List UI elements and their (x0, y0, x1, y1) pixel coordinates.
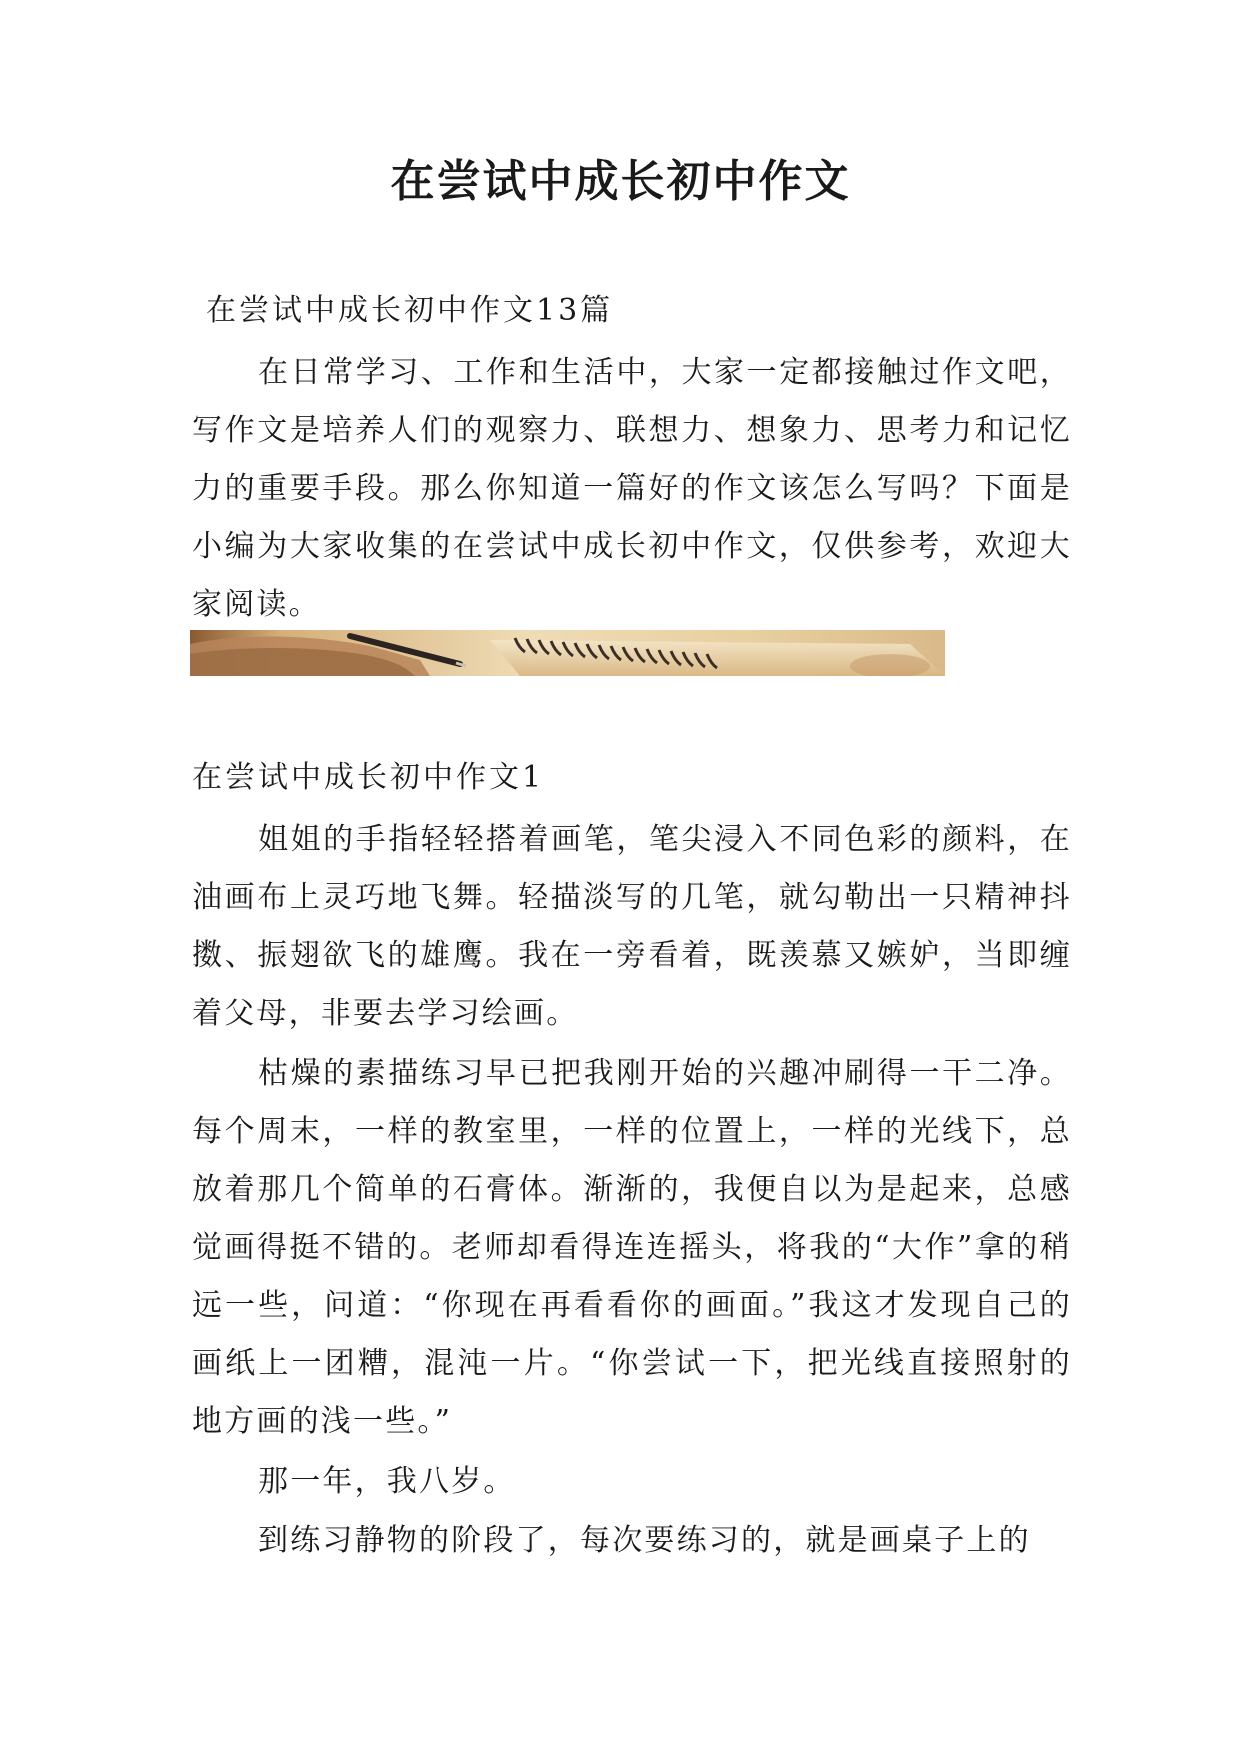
hand-writing-notebook-image (190, 630, 945, 676)
document-title: 在尝试中成长初中作文 (390, 156, 851, 207)
document-subtitle: 在尝试中成长初中作文13篇 (206, 293, 614, 328)
body-paragraph: 姐姐的手指轻轻搭着画笔，笔尖浸入不同色彩的颜料，在油画布上灵巧地飞舞。轻描淡写的几笔，就勾勒出一只精神抖擞、振翅欲飞的雄鹰。我在一旁看着，既羡慕又嫉妒，当即缠着父母，非要去学习绘画。 (192, 822, 1072, 1031)
body-paragraph: 那一年，我八岁。 (258, 1464, 516, 1499)
section-heading: 在尝试中成长初中作文1 (192, 760, 545, 795)
body-paragraph: 到练习静物的阶段了，每次要练习的，就是画桌子上的 (258, 1523, 1031, 1558)
body-paragraph: 枯燥的素描练习早已把我刚开始的兴趣冲刷得一干二净。每个周末，一样的教室里，一样的位置上，一样的光线下，总放着那几个简单的石膏体。渐渐的，我便自以为是起来，总感觉画得挺不错的。老师却看得连连摇头，将我的“大作”拿的稍远一些，问道：“你现在再看看你的画面。”我这才发现自己的画纸上一团糟，混沌一片。“你尝试一下，把光线直接照射的地方画的浅一些。” (192, 1056, 1072, 1439)
intro-paragraph: 在日常学习、工作和生活中，大家一定都接触过作文吧，写作文是培养人们的观察力、联想力、想象力、思考力和记忆力的重要手段。那么你知道一篇好的作文该怎么写吗？下面是小编为大家收集的在尝试中成长初中作文，仅供参考，欢迎大家阅读。 (192, 355, 1072, 622)
